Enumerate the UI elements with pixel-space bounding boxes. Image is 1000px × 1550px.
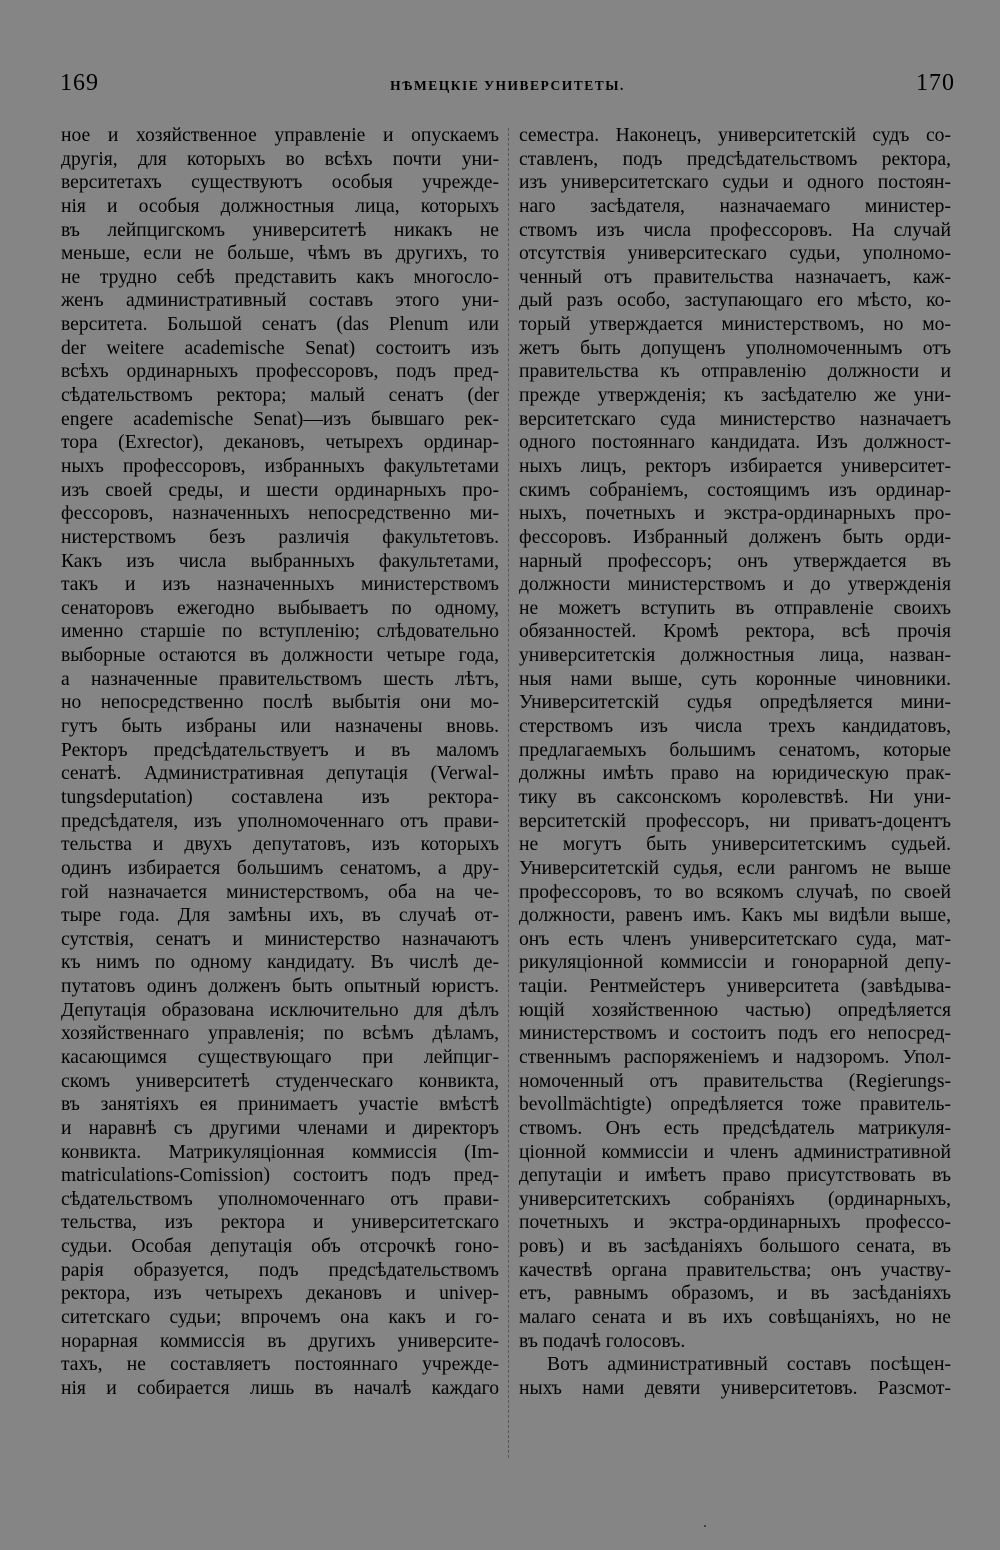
text-line: норарная коммиссія въ другихъ университе-: [61, 1330, 499, 1352]
left-text-column: [61, 124, 499, 1401]
text-line: профессоровъ, то во всякомъ случаѣ, по своей: [519, 881, 951, 903]
text-line: етъ, равнымъ образомъ, и въ засѣданіяхъ: [519, 1283, 951, 1305]
text-line: ректора, изъ четырехъ декановъ и univер-: [61, 1283, 499, 1305]
text-line: тахъ, не составляетъ постояннаго учрежде-: [61, 1354, 499, 1376]
text-line: должны имѣть право на юридическую прак-: [519, 763, 951, 785]
text-line: въ занятіяхъ ея принимаетъ участіе вмѣстѣ: [61, 1094, 499, 1116]
text-line: гутъ быть избраны или назначены вновь.: [61, 716, 499, 738]
text-line: другія, для которыхъ во всѣхъ почти уни-: [61, 148, 499, 170]
running-title: НѢМЕЦКІЕ УНИВЕРСИТЕТЫ.: [390, 78, 625, 93]
text-line: университетскія должностныя лица, назван-: [519, 645, 951, 667]
text-line: нарный профессоръ; онъ утверждается въ: [519, 550, 951, 572]
text-line: депутаціи и имѣетъ право присутствовать въ: [519, 1165, 951, 1187]
text-line: касающимся существующаго при лейпциг-: [61, 1046, 499, 1068]
text-line: семестра. Наконецъ, университетскій судъ со-: [519, 125, 951, 146]
text-line: сенаторовъ ежегодно выбываетъ по одному,: [61, 597, 499, 619]
text-line: тыре года. Для замѣны ихъ, въ случаѣ от-: [61, 905, 499, 927]
text-line: почетныхъ и экстра-ординарныхъ профессо-: [519, 1212, 951, 1234]
text-line: дый разъ особо, заступающаго его мѣсто, ко-: [519, 290, 951, 312]
text-line: такъ и изъ назначенныхъ министерствомъ: [61, 574, 499, 596]
text-line: ныхъ профессоровъ, избранныхъ факультетами: [61, 455, 499, 477]
text-line: тельства, изъ ректора и университетскаго: [61, 1212, 499, 1234]
text-line: одного постояннаго кандидата. Изъ должност-: [519, 432, 951, 454]
text-line: не можетъ вступить въ отправленіе своихъ: [519, 597, 951, 619]
text-line: matriculations-Comission) состоитъ подъ пред-: [61, 1165, 499, 1187]
text-line: ствомъ. Онъ есть предсѣдатель матрикуля-: [519, 1117, 951, 1139]
text-line: министерствомъ и состоитъ подъ его непосред-: [519, 1023, 951, 1045]
text-line: гой назначается министерствомъ, оба на че-: [61, 881, 499, 903]
text-line: der weitere academische Senat) состоитъ изъ: [61, 337, 499, 359]
text-line: именно старшіе по вступленію; слѣдовательно: [61, 621, 499, 643]
text-line: предсѣдателя, изъ уполномоченнаго отъ прави-: [61, 810, 499, 832]
text-line: должности министерствомъ и до утвержденія: [519, 574, 951, 596]
page-header: [60, 70, 955, 102]
text-line: Депутація образована исключительно для дѣлъ: [61, 999, 499, 1021]
text-line: engere academische Senat)—изъ бывшаго рек-: [61, 408, 499, 430]
text-line: путатовъ одинъ долженъ быть опытный юристъ.: [61, 976, 499, 998]
text-line: ное и хозяйственное управленіе и опускаемъ: [61, 125, 499, 146]
text-line: должности, равенъ имъ. Какъ мы видѣли выше,: [519, 905, 951, 927]
text-line: ченный отъ правительства назначаетъ, каж-: [519, 266, 951, 288]
text-line: ствомъ изъ числа профессоровъ. На случай: [519, 219, 951, 241]
text-line: торый утверждается министерствомъ, но мо-: [519, 314, 951, 336]
text-line: верситетскаго суда министерство назначаетъ: [519, 408, 951, 430]
text-line: судьи. Особая депутація объ отсрочкѣ гоно-: [61, 1236, 499, 1258]
text-line: bevollmächtigte) опредѣляется тоже правитель-: [519, 1094, 951, 1116]
print-speck: [704, 1525, 706, 1527]
text-line: ственнымъ распоряженіемъ и надзоромъ. Упол-: [519, 1046, 951, 1068]
text-line: верситетахъ существуютъ особыя учрежде-: [61, 172, 499, 194]
text-line: верситета. Большой сенатъ (das Plenum или: [61, 314, 499, 336]
text-line: наго засѣдателя, назначаемаго министер-: [519, 195, 951, 217]
right-text-column: [519, 124, 951, 1401]
text-line: выборные остаются въ должности четыре года,: [61, 645, 499, 667]
text-line: но непосредственно послѣ выбытія они мо-: [61, 692, 499, 714]
text-line: хозяйственнаго управленія; по всѣмъ дѣламъ,: [61, 1023, 499, 1045]
text-line: Университетскій судья опредѣляется мини-: [519, 692, 951, 714]
text-line: прежде утвержденія; къ засѣдателю же уни-: [519, 385, 951, 407]
text-line: рикуляціонной коммиссіи и гонорарной депу-: [519, 952, 951, 974]
text-line: въ подачѣ голосовъ.: [519, 1330, 686, 1352]
text-line: скомъ университетѣ студенческаго конвикта,: [61, 1070, 499, 1092]
text-line: ставленъ, подъ предсѣдательствомъ ректора,: [519, 148, 951, 170]
text-line: всѣхъ ординарныхъ профессоровъ, подъ пред-: [61, 361, 499, 383]
text-line: верситетскій профессоръ, ни приватъ-доцентъ: [519, 810, 951, 832]
text-line: Какъ изъ числа выбранныхъ факультетами,: [61, 550, 499, 572]
text-line: тельства и двухъ депутатовъ, изъ которыхъ: [61, 834, 499, 856]
text-line: Университетскій судья, если рангомъ не выше: [519, 857, 951, 879]
text-line: онъ есть членъ университетскаго суда, мат-: [519, 928, 951, 950]
text-line: ющій хозяйственною частью) опредѣляется: [519, 999, 951, 1021]
text-line: ныхъ лицъ, ректоръ избирается университет-: [519, 455, 951, 477]
text-line: сутствія, сенатъ и министерство назначаютъ: [61, 928, 499, 950]
text-line: сѣдательствомъ уполномоченнаго отъ прави-: [61, 1188, 499, 1210]
text-line: обязанностей. Кромѣ ректора, всѣ прочія: [519, 621, 951, 643]
text-line: ныя нами выше, суть коронные чиновники.: [519, 668, 951, 690]
column-divider: [508, 128, 510, 1458]
text-line: таціи. Рентмейстеръ университета (завѣдыва-: [519, 976, 951, 998]
text-line: и наравнѣ съ другими членами и директоръ: [61, 1117, 499, 1139]
text-line: а назначенные правительствомъ шесть лѣтъ,: [61, 668, 499, 690]
text-line: отсутствія университескаго судьи, уполномо-: [519, 243, 951, 265]
text-line: жетъ быть допущенъ уполномоченнымъ отъ: [519, 337, 951, 359]
text-line: сенатѣ. Административная депутація (Verwal-: [61, 763, 499, 785]
text-line: меньше, если не больше, чѣмъ въ другихъ, то: [61, 243, 499, 265]
text-line: tungsdeputation) составлена изъ ректора-: [61, 786, 499, 808]
text-line: правительства къ отправленію должности и: [519, 361, 951, 383]
text-line: нистерствомъ безъ различія факультетовъ.: [61, 526, 499, 548]
text-line: предлагаемыхъ большимъ сенатомъ, которые: [519, 739, 951, 761]
text-line: женъ административный составъ этого уни-: [61, 290, 499, 312]
text-line: ситетскаго судьи; впрочемъ она какъ и го-: [61, 1307, 499, 1329]
text-line: къ нимъ по одному кандидату. Въ числѣ де-: [61, 952, 499, 974]
text-line: стерствомъ изъ числа трехъ кандидатовъ,: [519, 716, 951, 738]
text-line: Ректоръ предсѣдательствуетъ и въ маломъ: [61, 739, 499, 761]
text-line: ровъ) и въ засѣданіяхъ большого сената, въ: [519, 1236, 951, 1258]
text-line: конвикта. Матрикуляціонная коммиссія (Im-: [61, 1141, 499, 1163]
text-line: не трудно себѣ представить какъ многосло-: [61, 266, 499, 288]
text-line: тора (Exrector), декановъ, четырехъ ординар-: [61, 432, 499, 454]
text-line: тику въ саксонскомъ королевствѣ. Ни уни-: [519, 786, 951, 808]
page-number-right: 170: [916, 70, 955, 96]
page-number-left: 169: [60, 70, 99, 96]
text-line: фессоровъ. Избранный долженъ быть орди-: [519, 526, 951, 548]
text-line: малаго сената и въ ихъ совѣщаніяхъ, но не: [519, 1307, 951, 1329]
text-line: ныхъ нами девяти университетовъ. Разсмот-: [519, 1377, 951, 1399]
text-line: нія и особыя должностныя лица, которыхъ: [61, 195, 499, 217]
text-line: качествѣ органа правительства; онъ участву-: [519, 1259, 951, 1281]
text-line: ныхъ, почетныхъ и экстра-ординарныхъ про-: [519, 503, 951, 525]
text-line: рарія образуется, подъ предсѣдательствомъ: [61, 1259, 499, 1281]
text-line: нія и собирается лишь въ началѣ каждаго: [61, 1377, 499, 1399]
text-line: университетскихъ собраніяхъ (ординарныхъ,: [519, 1188, 951, 1210]
text-line: Вотъ административный составъ посѣщен-: [547, 1354, 951, 1376]
text-line: номоченный отъ правительства (Regierungs-: [519, 1070, 951, 1092]
text-line: изъ своей среды, и шести ординарныхъ про-: [61, 479, 499, 501]
text-line: одинъ избирается большимъ сенатомъ, а дру-: [61, 857, 499, 879]
text-line: скимъ собраніемъ, состоящимъ изъ ординар-: [519, 479, 951, 501]
text-line: въ лейпцигскомъ университетѣ никакъ не: [61, 219, 499, 241]
text-line: изъ университетскаго судьи и одного постоян-: [519, 172, 951, 194]
text-line: ціонной коммиссіи и членъ административной: [519, 1141, 951, 1163]
text-line: сѣдательствомъ ректора; малый сенатъ (der: [61, 385, 499, 407]
text-line: фессоровъ, назначенныхъ непосредственно ми-: [61, 503, 499, 525]
text-line: не могутъ быть университетскимъ судьей.: [519, 834, 951, 856]
